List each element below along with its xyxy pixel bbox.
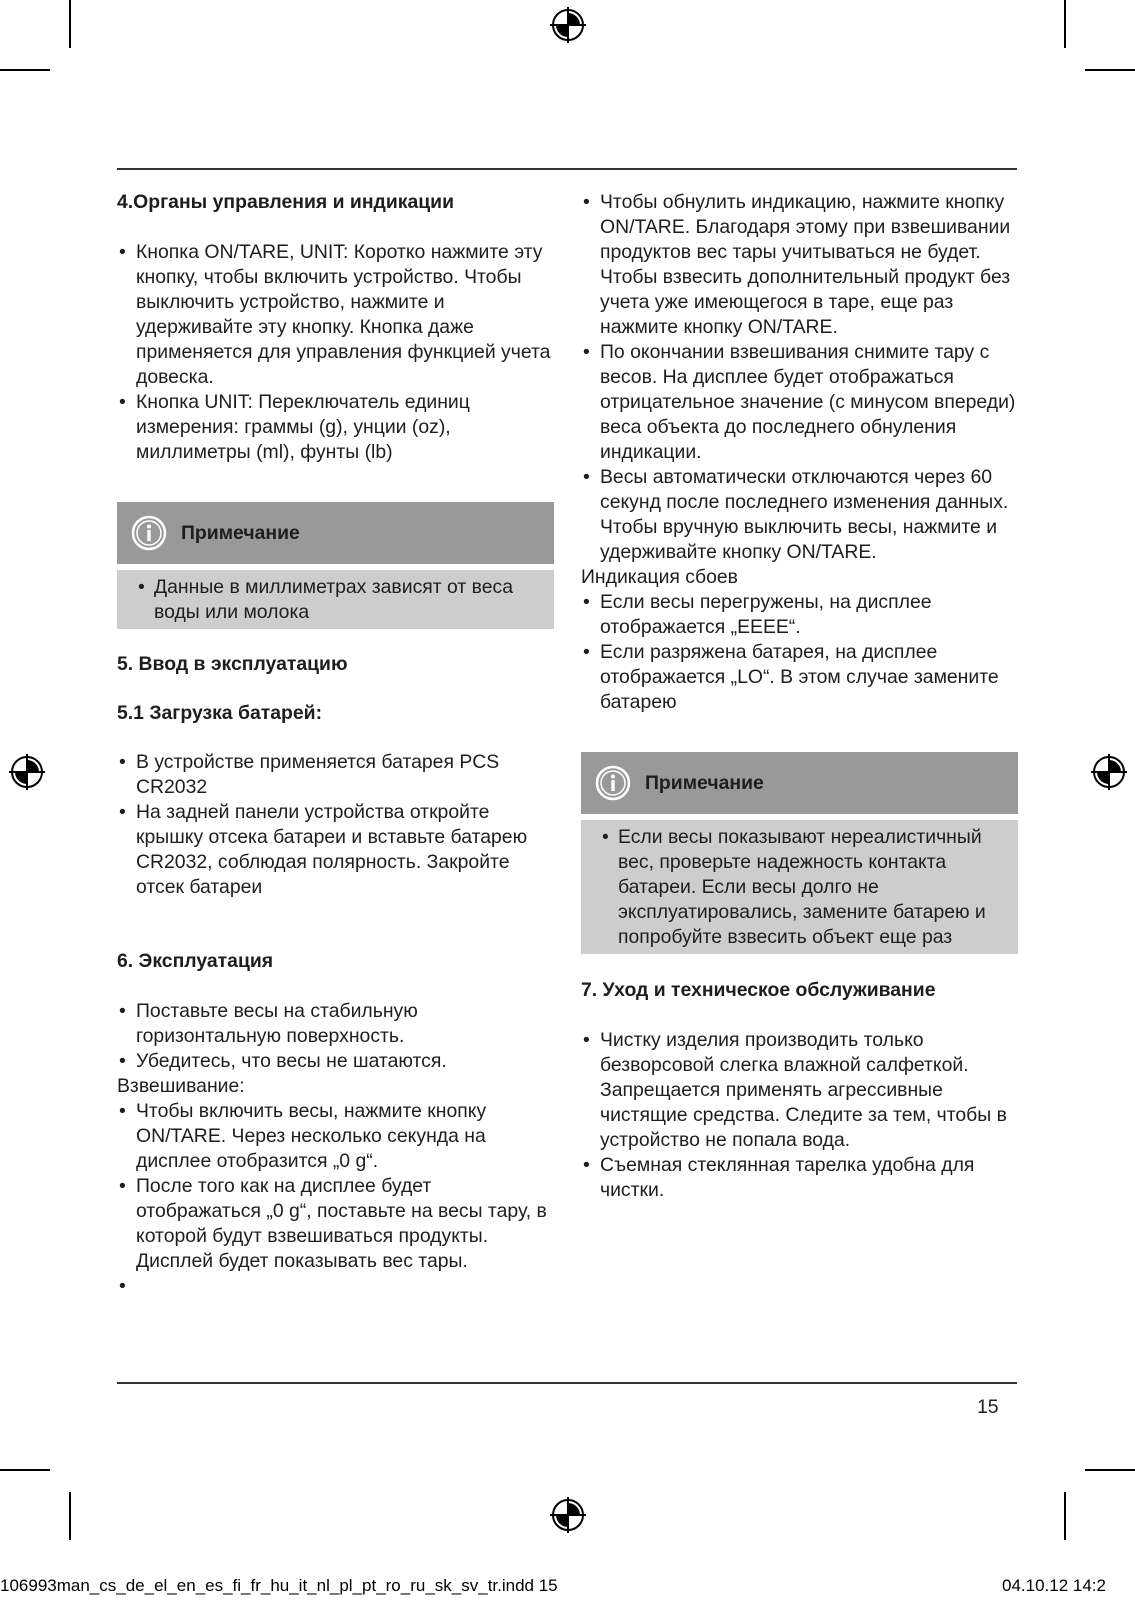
list-item: • Если разряжена батарея, на дисплее отображается „LO“. В этом случае замените батарею <box>581 640 1018 715</box>
list-item: • На задней панели устройства откройте крышку отсека батареи и вставьте батарею CR2032, соблюдая полярность. Закройте отсек батареи <box>117 800 554 900</box>
list-item: • Кнопка ON/TARE, UNIT: Коротко нажмите эту кнопку, чтобы включить устройство. Чтобы выключить устройство, нажмите и удерживайте эту кнопку. Кнопка даже применяется для управления функцией учета довеска. <box>117 240 554 390</box>
list-item: • Чтобы обнулить индикацию, нажмите кнопку ON/TARE. Благодаря этому при взвешивании продуктов вес тары учитываться не будет. Чтобы взвесить дополнительный продукт без учета уже имеющегося в таре, еще раз нажмите кнопку ON/TARE. <box>581 190 1018 340</box>
list-item: • После того как на дисплее будет отображаться „0 g“, поставьте на весы тару, в которой будут взвешиваться продукты. Дисплей будет показывать вес тары. <box>117 1174 554 1274</box>
paragraph-label: Взвешивание: <box>117 1075 245 1097</box>
registration-mark-icon <box>7 752 47 792</box>
list-item: • Съемная стеклянная тарелка удобна для чистки. <box>581 1153 1018 1203</box>
note-title: Примечание <box>645 771 764 794</box>
crop-mark <box>69 0 71 48</box>
crop-mark <box>1085 1469 1135 1471</box>
registration-mark-icon <box>548 5 588 45</box>
registration-mark-icon <box>548 1495 588 1535</box>
bullet-list <box>117 240 554 465</box>
section-heading: 7. Уход и техническое обслуживание <box>581 979 936 1001</box>
list-item: • Весы автоматически отключаются через 60 секунд после последнего изменения данных. Чтобы вручную выключить весы, нажмите и удерживайте кнопку ON/TARE. <box>581 465 1018 565</box>
registration-mark-icon <box>1089 752 1129 792</box>
list-item: • Чистку изделия производить только безворсовой слегка влажной салфеткой. Запрещается применять агрессивные чистящие средства. Следите за тем, чтобы в устройство не попала вода. <box>581 1028 1018 1153</box>
bullet-list <box>581 1028 1018 1203</box>
left-column <box>117 190 554 1299</box>
crop-mark <box>1064 0 1066 48</box>
right-column <box>581 190 1018 1203</box>
note-title: Примечание <box>181 521 300 544</box>
note-header <box>117 502 554 564</box>
section-heading: 4.Органы управления и индикации <box>117 191 455 213</box>
info-icon <box>595 765 631 801</box>
bullet-list <box>581 190 1018 565</box>
section-heading: 5.1 Загрузка батарей: <box>117 702 323 724</box>
bullet-list <box>117 999 554 1074</box>
bullet-list <box>117 750 554 900</box>
note-body <box>581 820 1018 954</box>
section-heading: 6. Эксплуатация <box>117 950 274 972</box>
bullet-list <box>117 1099 554 1299</box>
slug-filename: 106993man_cs_de_el_en_es_fi_fr_hu_it_nl_pl_pt_ro_ru_sk_sv_tr.indd 15 <box>0 1576 558 1595</box>
crop-mark <box>69 1492 71 1540</box>
list-item: • Убедитесь, что весы не шатаются. <box>117 1049 554 1074</box>
note-body <box>117 570 554 629</box>
list-item: • Если весы перегружены, на дисплее отображается „EEEE“. <box>581 590 1018 640</box>
list-item: • Если весы показывают нереалистичный вес, проверьте надежность контакта батареи. Если весы долго не эксплуатировались, замените батарею и попробуйте взвесить объект еще раз <box>600 825 1006 950</box>
crop-mark <box>1064 1492 1066 1540</box>
crop-mark <box>0 69 50 71</box>
bullet-list <box>136 575 542 625</box>
header-rule <box>117 168 1017 170</box>
section-heading: 5. Ввод в эксплуатацию <box>117 653 348 675</box>
paragraph-label: Индикация сбоев <box>581 566 738 588</box>
bullet-list <box>581 590 1018 715</box>
list-item: • Кнопка UNIT: Переключатель единиц измерения: граммы (g), унции (oz), миллиметры (ml), фунты (lb) <box>117 390 554 465</box>
info-icon <box>131 515 167 551</box>
list-item <box>117 1274 554 1299</box>
page-number: 15 <box>977 1396 999 1418</box>
crop-mark <box>0 1469 50 1471</box>
list-item: • Данные в миллиметрах зависят от веса воды или молока <box>136 575 542 625</box>
note-header <box>581 752 1018 814</box>
slug-timestamp: 04.10.12 14:2 <box>1002 1576 1106 1595</box>
list-item: • В устройстве применяется батарея PCS CR2032 <box>117 750 554 800</box>
footer-rule <box>117 1382 1017 1384</box>
bullet-list <box>600 825 1006 950</box>
crop-mark <box>1085 69 1135 71</box>
list-item: • Поставьте весы на стабильную горизонтальную поверхность. <box>117 999 554 1049</box>
list-item: • Чтобы включить весы, нажмите кнопку ON/TARE. Через несколько секунда на дисплее отобразится „0 g“. <box>117 1099 554 1174</box>
note-box <box>117 502 554 629</box>
note-box <box>581 752 1018 954</box>
list-item: • По окончании взвешивания снимите тару с весов. На дисплее будет отображаться отрицательное значение (с минусом впереди) веса объекта до последнего обнуления индикации. <box>581 340 1018 465</box>
